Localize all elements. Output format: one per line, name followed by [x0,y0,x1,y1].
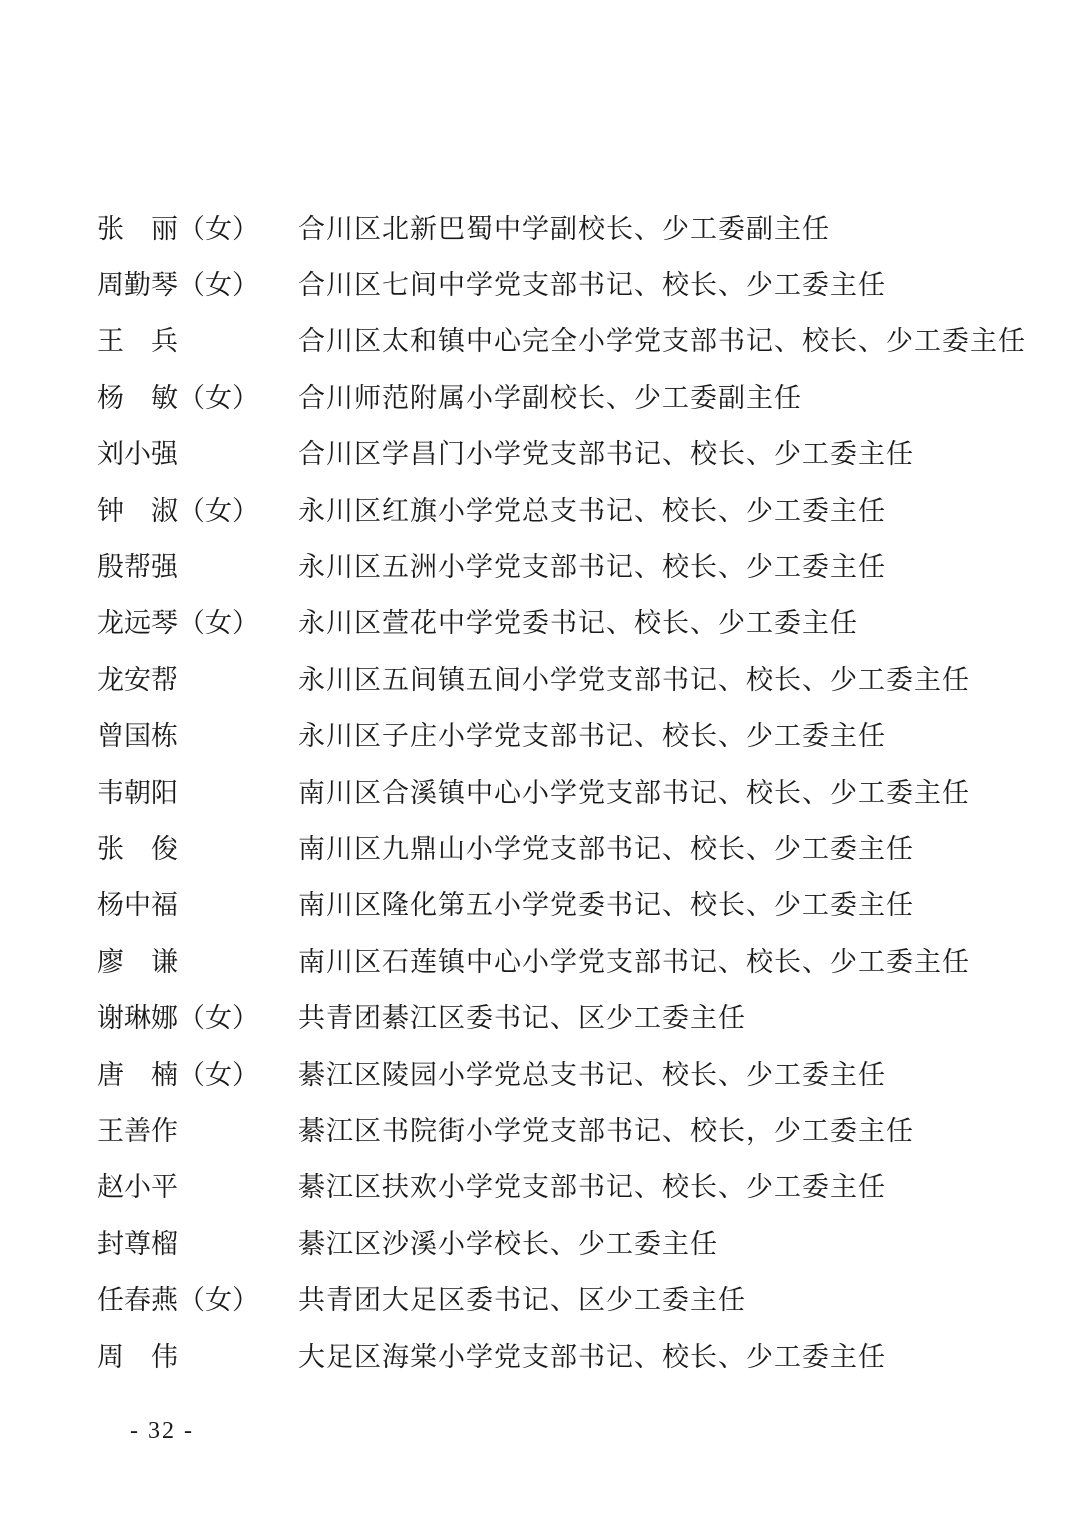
person-title: 綦江区扶欢小学党支部书记、校长、少工委主任 [298,1172,886,1204]
list-item [97,1213,997,1269]
person-name: 殷帮强 [97,552,178,584]
person-title: 合川区北新巴蜀中学副校长、少工委副主任 [298,213,830,245]
person-title: 合川区太和镇中心完全小学党支部书记、校长、少工委主任 [298,326,1026,358]
person-name: 龙远琴（女） [97,608,259,640]
list-item [97,536,997,592]
list-item [97,1269,997,1325]
person-name: 封尊榴 [97,1228,178,1260]
list-item [97,931,997,987]
name-list [97,198,1026,1382]
person-title: 共青团綦江区委书记、区少工委主任 [298,1003,746,1035]
person-title: 永川区红旗小学党总支书记、校长、少工委主任 [298,495,886,527]
person-name: 刘小强 [97,439,178,471]
person-title: 南川区石莲镇中心小学党支部书记、校长、少工委主任 [298,946,970,978]
person-name: 钟 淑（女） [97,495,259,527]
list-item [97,198,997,254]
person-title: 合川区七间中学党支部书记、校长、少工委主任 [298,270,886,302]
person-name: 周勤琴（女） [97,270,259,302]
list-item [97,762,997,818]
list-item [97,593,997,649]
person-title: 永川区五间镇五间小学党支部书记、校长、少工委主任 [298,664,970,696]
person-name: 任春燕（女） [97,1285,259,1317]
list-item [97,1100,997,1156]
list-item [97,367,997,423]
person-name: 张 俊 [97,833,178,865]
person-name: 廖 谦 [97,946,178,978]
list-item [97,254,997,310]
person-title: 合川区学昌门小学党支部书记、校长、少工委主任 [298,439,914,471]
list-item [97,311,1026,367]
person-title: 永川区子庄小学党支部书记、校长、少工委主任 [298,721,886,753]
person-title: 永川区萱花中学党委书记、校长、少工委主任 [298,608,858,640]
list-item [97,649,997,705]
page-number: - 32 - [130,1418,194,1444]
list-item [97,875,997,931]
person-name: 唐 楠（女） [97,1059,259,1091]
person-name: 谢琳娜（女） [97,1003,259,1035]
list-item [97,987,997,1043]
person-name: 王善作 [97,1115,178,1147]
person-name: 张 丽（女） [97,213,259,245]
person-name: 韦朝阳 [97,777,178,809]
person-name: 杨 敏（女） [97,382,259,414]
person-name: 周 伟 [97,1341,178,1373]
person-name: 杨中福 [97,890,178,922]
person-title: 綦江区书院街小学党支部书记、校长，少工委主任 [298,1115,914,1147]
person-name: 曾国栋 [97,721,178,753]
list-item [97,1044,997,1100]
person-title: 南川区隆化第五小学党委书记、校长、少工委主任 [298,890,914,922]
person-name: 赵小平 [97,1172,178,1204]
list-item [97,818,997,874]
list-item [97,706,997,762]
person-title: 共青团大足区委书记、区少工委主任 [298,1285,746,1317]
person-title: 合川师范附属小学副校长、少工委副主任 [298,382,802,414]
person-title: 綦江区陵园小学党总支书记、校长、少工委主任 [298,1059,886,1091]
person-name: 王 兵 [97,326,178,358]
list-item [97,1326,997,1382]
person-title: 大足区海棠小学党支部书记、校长、少工委主任 [298,1341,886,1373]
person-title: 綦江区沙溪小学校长、少工委主任 [298,1228,718,1260]
list-item [97,424,997,480]
person-title: 南川区九鼎山小学党支部书记、校长、少工委主任 [298,833,914,865]
person-title: 南川区合溪镇中心小学党支部书记、校长、少工委主任 [298,777,970,809]
person-title: 永川区五洲小学党支部书记、校长、少工委主任 [298,552,886,584]
list-item [97,1157,997,1213]
list-item [97,480,997,536]
person-name: 龙安帮 [97,664,178,696]
